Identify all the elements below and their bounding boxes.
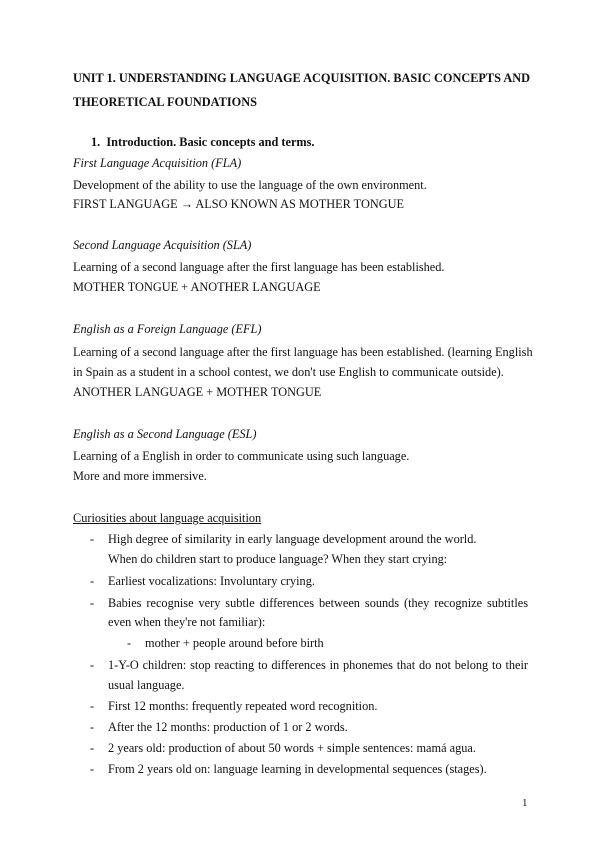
unit-title-line-1: UNIT 1. UNDERSTANDING LANGUAGE ACQUISITION. BASIC CONCEPTS AND — [73, 71, 531, 85]
bullet-dash: - — [90, 741, 95, 755]
esl-term: English as a Second Language (ESL) — [73, 427, 257, 441]
list-item-continuation: usual language. — [108, 678, 185, 692]
curiosities-heading: Curiosities about language acquisition — [73, 511, 262, 525]
sla-formula: MOTHER TONGUE + ANOTHER LANGUAGE — [73, 280, 321, 294]
efl-definition-line-1: Learning of a second language after the first language has been established. (learning English — [73, 345, 533, 359]
fla-definition: Development of the ability to use the language of the own environment. — [73, 178, 427, 192]
sla-term: Second Language Acquisition (SLA) — [73, 238, 252, 252]
bullet-dash: - — [90, 596, 95, 610]
bullet-dash: - — [90, 699, 95, 713]
list-item: Earliest vocalizations: Involuntary crying. — [108, 574, 315, 588]
sub-list-item: mother + people around before birth — [145, 636, 324, 650]
sla-definition: Learning of a second language after the first language has been established. — [73, 260, 445, 274]
section-heading: 1. Introduction. Basic concepts and terms. — [91, 135, 315, 149]
fla-formula: FIRST LANGUAGE → ALSO KNOWN AS MOTHER TONGUE — [73, 197, 405, 211]
efl-formula: ANOTHER LANGUAGE + MOTHER TONGUE — [73, 385, 322, 399]
list-item: Babies recognise very subtle differences between sounds (they recognize subtitles — [108, 596, 528, 610]
bullet-dash: - — [90, 532, 95, 546]
list-item: 1-Y-O children: stop reacting to differences in phonemes that do not belong to their — [108, 658, 528, 672]
list-item: High degree of similarity in early language development around the world. — [108, 532, 477, 546]
page-number: 1 — [522, 797, 528, 809]
bullet-dash: - — [90, 762, 95, 776]
list-item: First 12 months: frequently repeated word recognition. — [108, 699, 378, 713]
list-item: From 2 years old on: language learning in developmental sequences (stages). — [108, 762, 487, 776]
list-item-continuation: even when they're not familiar): — [108, 615, 266, 629]
list-item: 2 years old: production of about 50 words + simple sentences: mamá agua. — [108, 741, 476, 755]
list-item: After the 12 months: production of 1 or 2 words. — [108, 720, 348, 734]
fla-term: First Language Acquisition (FLA) — [73, 156, 242, 170]
bullet-dash: - — [90, 574, 95, 588]
sub-bullet-dash: - — [127, 636, 132, 650]
bullet-dash: - — [90, 720, 95, 734]
unit-title-line-2: THEORETICAL FOUNDATIONS — [73, 95, 257, 109]
list-item-continuation: When do children start to produce language? When they start crying: — [108, 552, 448, 566]
bullet-dash: - — [90, 658, 95, 672]
efl-definition-line-2: in Spain as a student in a school contest, we don't use English to communicate outside). — [73, 365, 504, 379]
esl-definition-line-2: More and more immersive. — [73, 469, 207, 483]
esl-definition-line-1: Learning of a English in order to communicate using such language. — [73, 449, 410, 463]
efl-term: English as a Foreign Language (EFL) — [73, 322, 262, 336]
